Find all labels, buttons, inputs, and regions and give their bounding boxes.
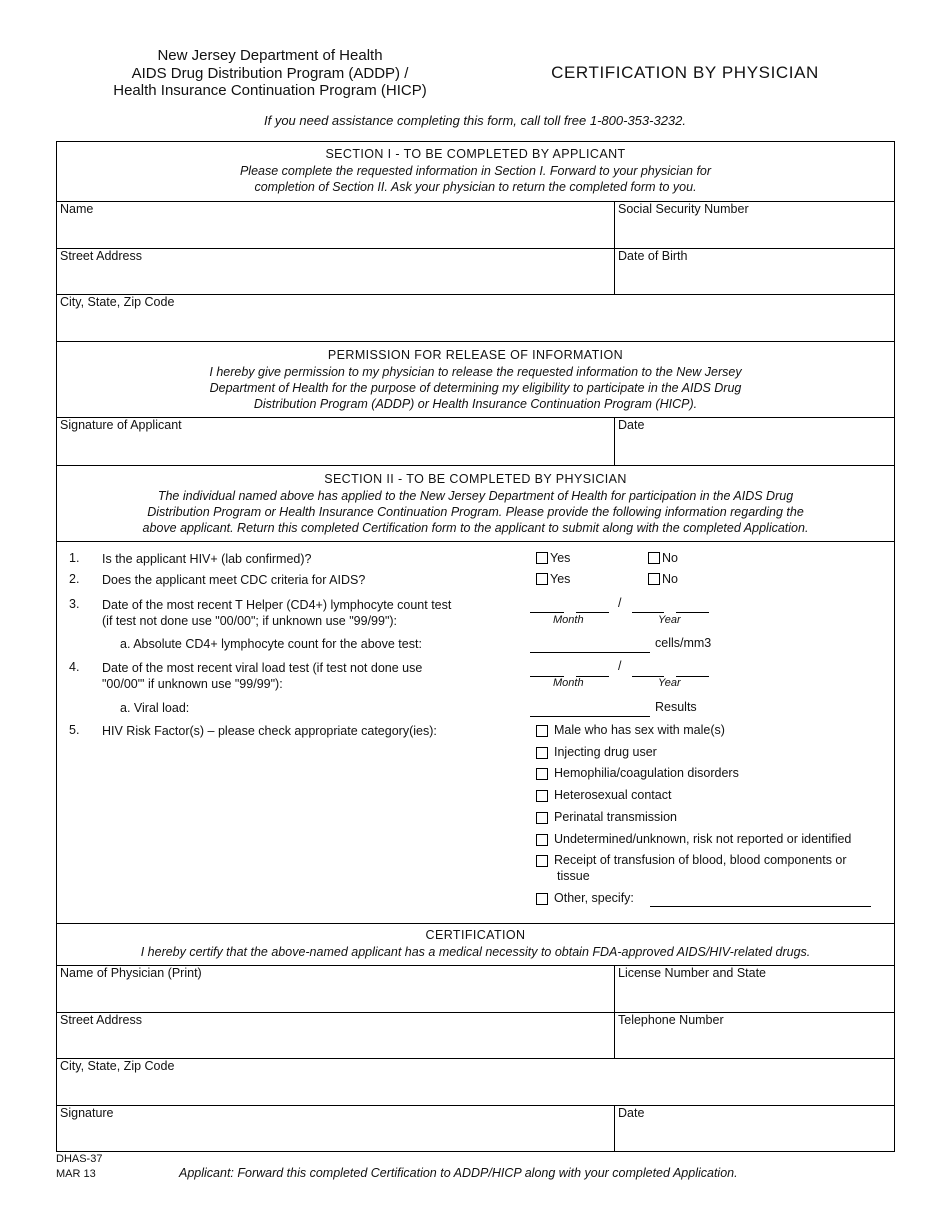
risk-idu-checkbox[interactable] — [536, 747, 548, 759]
q2-yes-checkbox[interactable] — [536, 573, 548, 585]
footer-note: Applicant: Forward this completed Certification to ADDP/HICP along with your completed Application. — [179, 1166, 738, 1180]
risk-perinatal-checkbox[interactable] — [536, 812, 548, 824]
phone-field[interactable]: Telephone Number — [618, 1013, 724, 1027]
applicant-city-field[interactable]: City, State, Zip Code — [60, 295, 175, 309]
section-2-text: The individual named above has applied to the New Jersey Department of Health for participation in the AIDS Drug Distribution Program or Health Insurance Continuation Program. Please provide the following information regarding the above applicant. Return this completed Certification form to the applicant to submit along with the completed Application. — [142, 489, 809, 535]
physician-signature-field[interactable]: Signature — [60, 1106, 114, 1120]
physician-city-field[interactable]: City, State, Zip Code — [60, 1059, 175, 1073]
cd4-year-field-1[interactable] — [632, 612, 664, 613]
agency-header — [60, 47, 480, 100]
question-risk-factors: HIV Risk Factor(s) – please check appropriate category(ies): — [102, 724, 437, 738]
form-code: DHAS-37 MAR 13 — [56, 1153, 103, 1180]
risk-other-specify-field[interactable] — [650, 906, 871, 907]
q2-no-checkbox[interactable] — [648, 573, 660, 585]
physician-name-field[interactable]: Name of Physician (Print) — [60, 966, 202, 980]
risk-transfusion-checkbox[interactable] — [536, 855, 548, 867]
applicant-name-field[interactable]: Name — [60, 202, 94, 216]
risk-hemophilia-checkbox[interactable] — [536, 768, 548, 780]
section-1-instructions: Please complete the requested information in Section I. Forward to your physician for completion of Section II. Ask your physician to return the completed form to you. — [239, 164, 712, 194]
question-viral-load: a. Viral load: — [120, 701, 190, 715]
agency-name: New Jersey Department of Health — [157, 47, 383, 64]
permission-section — [56, 341, 895, 466]
cd4-month-field-1[interactable] — [530, 612, 564, 613]
permission-text: I hereby give permission to my physician to release the requested information to the New Jersey Department of Health for the purpose of determining my eligibility to participate in the AIDS Drug Distribution Program (ADDP) or Health Insurance Continuation Program (HICP). — [209, 365, 742, 411]
viral-load-field[interactable] — [530, 716, 650, 717]
certification-section — [56, 923, 895, 1152]
form-title: CERTIFICATION BY PHYSICIAN — [551, 63, 819, 82]
dob-field[interactable]: Date of Birth — [618, 249, 688, 263]
section-1-title: SECTION I - TO BE COMPLETED BY APPLICANT — [325, 147, 626, 161]
risk-undetermined-checkbox[interactable] — [536, 834, 548, 846]
q1-yes-checkbox[interactable] — [536, 552, 548, 564]
physician-street-field[interactable]: Street Address — [60, 1013, 142, 1027]
applicant-date-field[interactable]: Date — [618, 418, 645, 432]
certification-title: CERTIFICATION — [425, 928, 526, 942]
question-cdc-aids: Does the applicant meet CDC criteria for AIDS? — [102, 573, 366, 587]
physician-date-field[interactable]: Date — [618, 1106, 645, 1120]
risk-other-checkbox[interactable] — [536, 893, 548, 905]
cd4-year-field-2[interactable] — [676, 612, 709, 613]
assistance-note: If you need assistance completing this form, call toll free 1-800-353-3232. — [263, 113, 686, 128]
section-2-title: SECTION II - TO BE COMPLETED BY PHYSICIAN — [324, 472, 627, 486]
applicant-street-field[interactable]: Street Address — [60, 249, 142, 263]
question-viral-load-date: Date of the most recent viral load test (if test not done use "00/00"' if unknown use "99/99"): — [102, 661, 423, 691]
risk-heterosexual-checkbox[interactable] — [536, 790, 548, 802]
question-cd4-date: Date of the most recent T Helper (CD4+) lymphocyte count test (if test not done use "00/00"; if unknown use "99/99"): — [102, 598, 452, 628]
question-hiv-positive: Is the applicant HIV+ (lab confirmed)? — [102, 552, 312, 566]
program-addp: AIDS Drug Distribution Program (ADDP) / — [131, 64, 409, 82]
section-1 — [56, 141, 895, 342]
permission-title: PERMISSION FOR RELEASE OF INFORMATION — [327, 348, 624, 362]
program-hicp: Health Insurance Continuation Program (HICP) — [113, 82, 427, 99]
license-field[interactable]: License Number and State — [618, 966, 767, 980]
certification-text: I hereby certify that the above-named applicant has a medical necessity to obtain FDA-approved AIDS/HIV-related drugs. — [140, 945, 811, 959]
q1-no-checkbox[interactable] — [648, 552, 660, 564]
risk-msm-checkbox[interactable] — [536, 725, 548, 737]
question-cd4-count: a. Absolute CD4+ lymphocyte count for the above test: — [120, 637, 422, 651]
applicant-signature-field[interactable]: Signature of Applicant — [60, 418, 182, 432]
cd4-count-field[interactable] — [530, 652, 650, 653]
ssn-field[interactable]: Social Security Number — [618, 202, 749, 216]
cd4-month-field-2[interactable] — [576, 612, 609, 613]
